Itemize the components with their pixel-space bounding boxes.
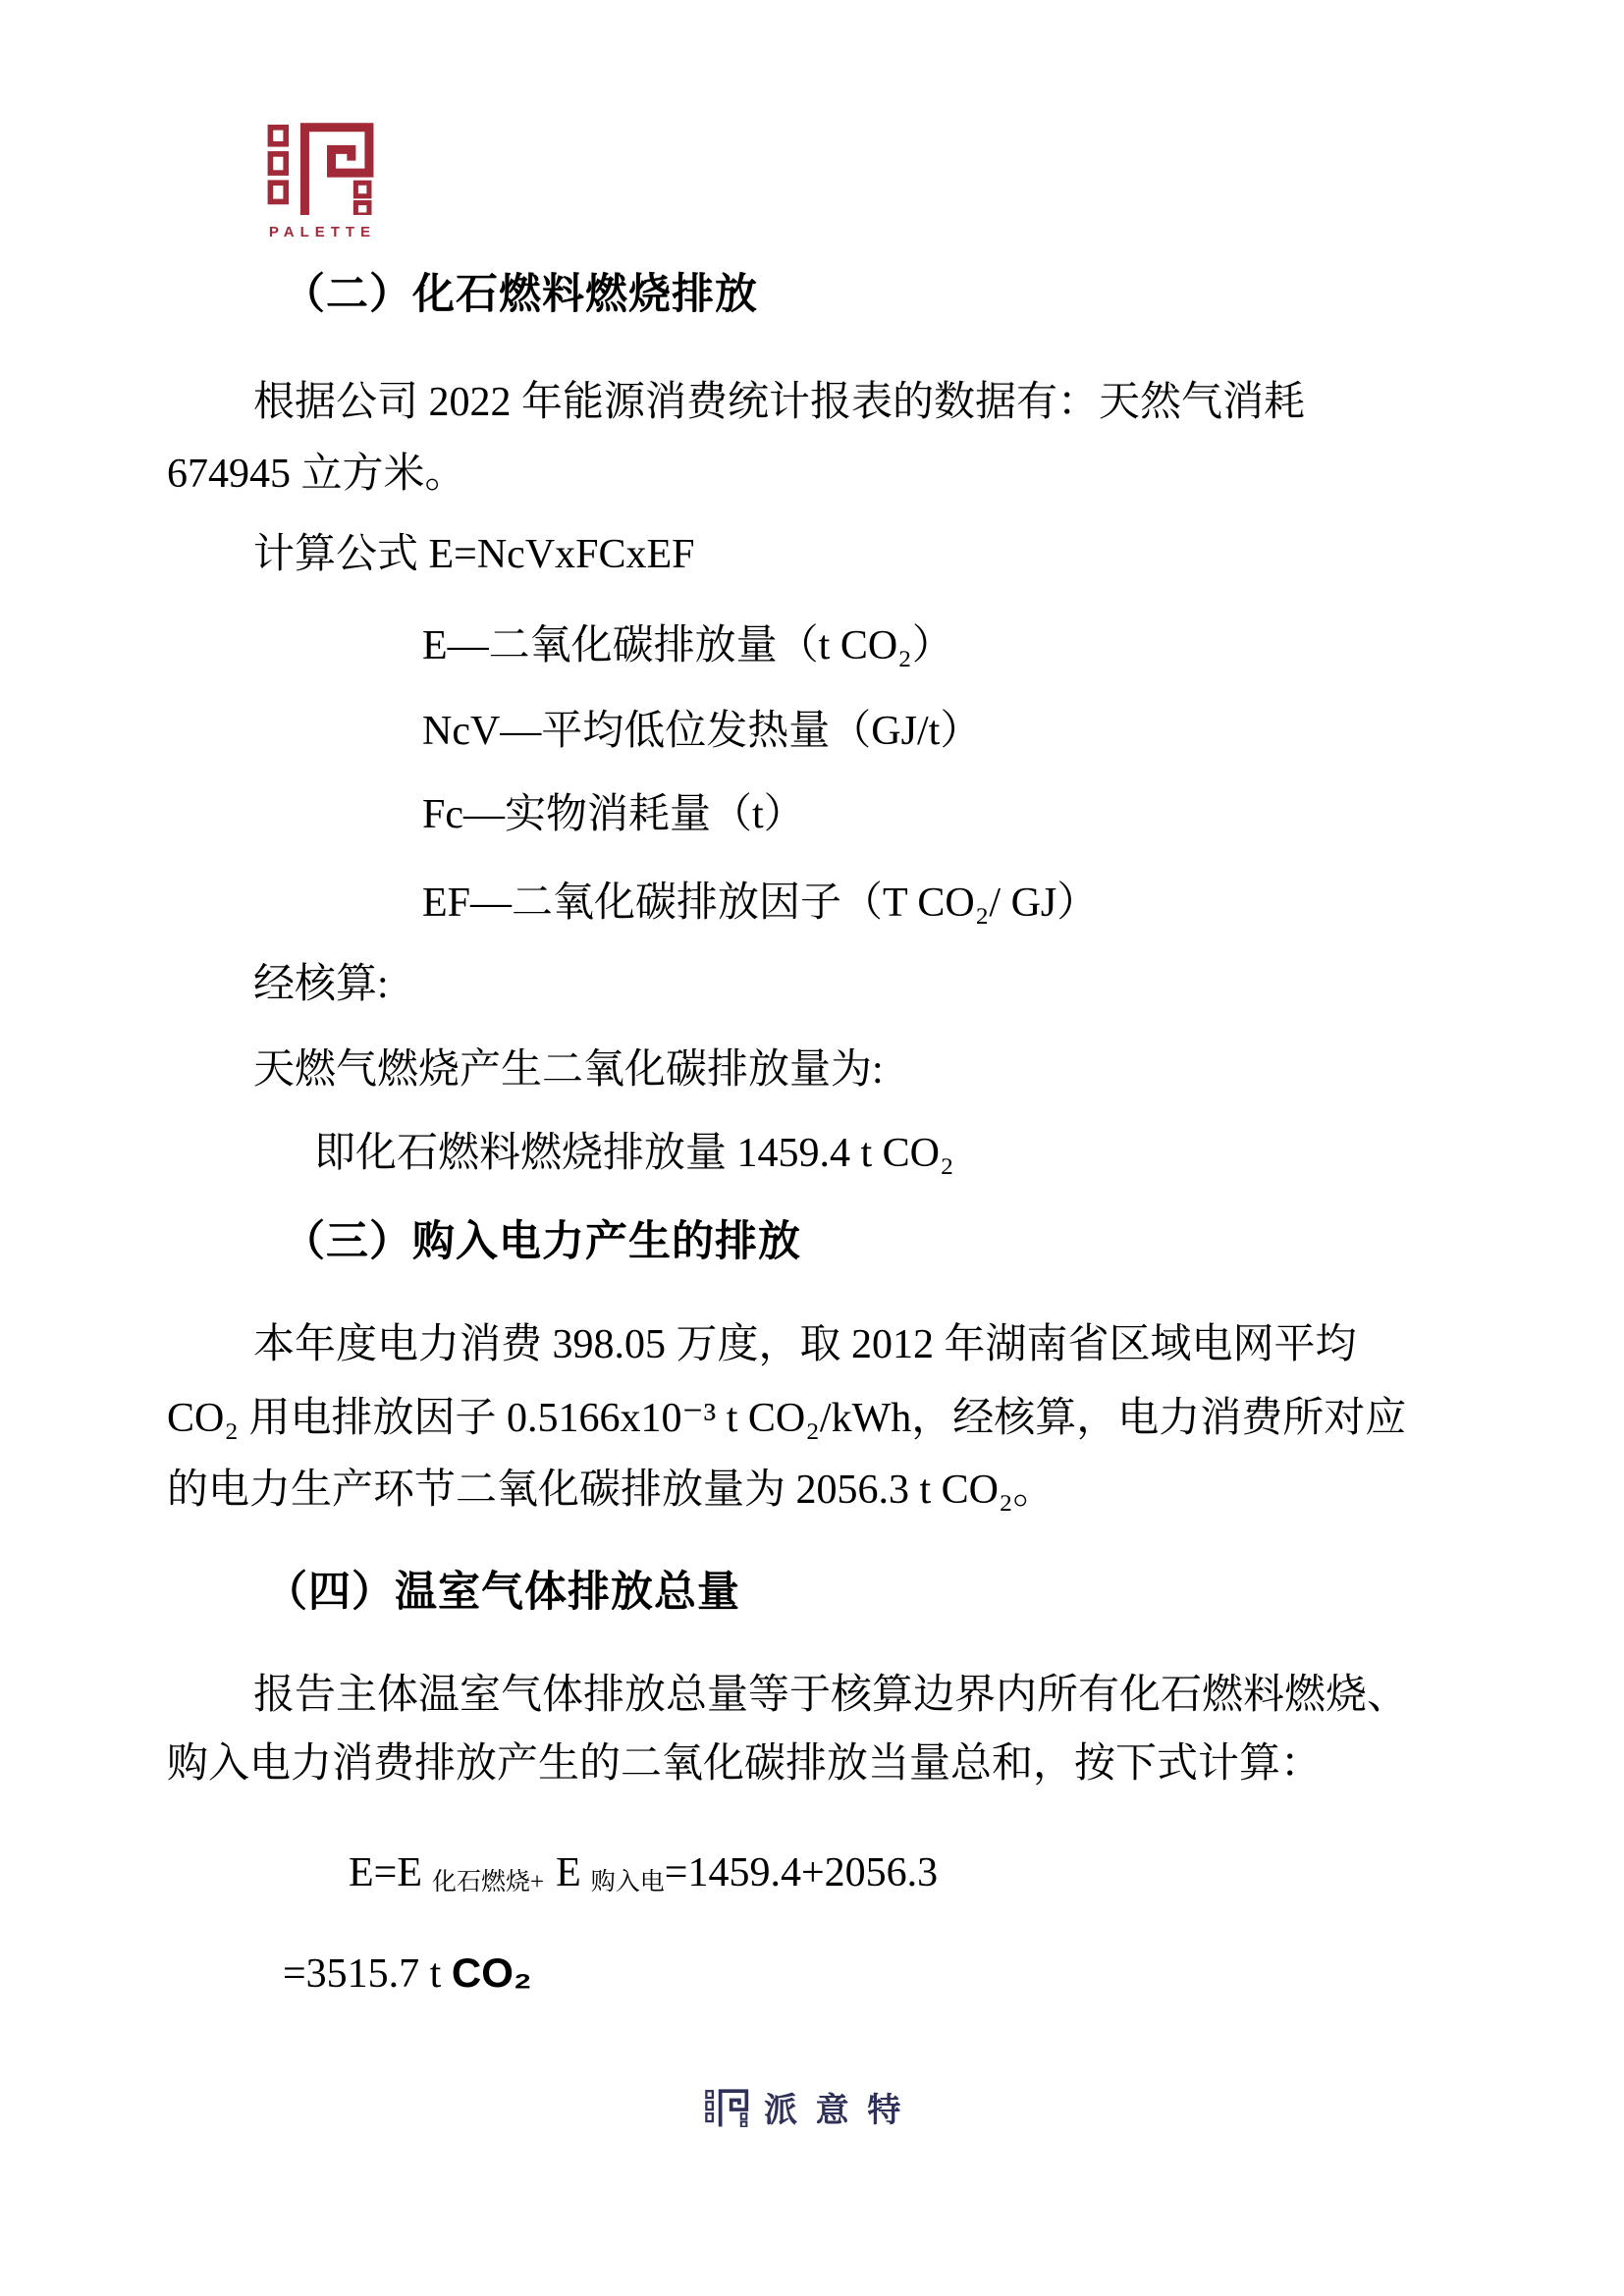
para-electricity-line2: CO₂ 用电排放因子 0.5166x10⁻³ t CO₂/kWh，经核算，电力消费所对应 bbox=[167, 1396, 1407, 1441]
footer-logo-icon bbox=[705, 2088, 750, 2127]
para-electricity-line1: 本年度电力消费 398.05 万度，取 2012 年湖南省区域电网平均 bbox=[253, 1322, 1357, 1367]
total-formula-line bbox=[349, 1847, 938, 1899]
total-result-unit: CO₂ bbox=[451, 1949, 532, 1996]
footer-logo bbox=[0, 2083, 1624, 2131]
palette-logo-text: PALETTE bbox=[268, 224, 377, 240]
after-calc-line: 经核算: bbox=[253, 962, 389, 1007]
heading-fossil-fuel: （二）化石燃料燃烧排放 bbox=[283, 271, 758, 318]
palette-logo bbox=[267, 121, 378, 240]
def-e-line: E—二氧化碳排放量（t CO₂） bbox=[422, 623, 953, 668]
para-gas-data-line1: 根据公司 2022 年能源消费统计报表的数据有：天然气消耗 bbox=[253, 380, 1306, 425]
total-result-value: =3515.7 t bbox=[283, 1951, 452, 1997]
total-formula-sub1: 化石燃烧+ bbox=[432, 1869, 545, 1896]
heading-purchased-electricity: （三）购入电力产生的排放 bbox=[283, 1218, 801, 1265]
def-ef-line: EF—二氧化碳排放因子（T CO₂/ GJ） bbox=[422, 881, 1099, 926]
def-fc-line: Fc—实物消耗量（t） bbox=[422, 792, 805, 837]
total-formula-part3: =1459.4+2056.3 bbox=[664, 1850, 939, 1896]
para-gas-data-line2: 674945 立方米。 bbox=[167, 452, 466, 497]
para-electricity-line3: 的电力生产环节二氧化碳排放量为 2056.3 t CO₂。 bbox=[167, 1468, 1055, 1513]
def-ncv-line: NcV—平均低位发热量（GJ/t） bbox=[422, 709, 982, 754]
gas-emission-intro-line: 天燃气燃烧产生二氧化碳排放量为: bbox=[253, 1047, 884, 1093]
para-total-line2: 购入电力消费排放产生的二氧化碳排放当量总和，按下式计算： bbox=[167, 1741, 1323, 1787]
formula-intro-line: 计算公式 E=NcVxFCxEF bbox=[253, 532, 695, 577]
footer-brand-text: 派意特 bbox=[763, 2092, 920, 2129]
total-formula-part2: E bbox=[556, 1850, 581, 1896]
total-formula-sub2: 购入电 bbox=[590, 1869, 665, 1896]
fossil-emission-result-line: 即化石燃料燃烧排放量 1459.4 t CO₂ bbox=[314, 1131, 954, 1176]
para-total-line1: 报告主体温室气体排放总量等于核算边界内所有化石燃料燃烧、 bbox=[253, 1673, 1409, 1718]
total-result-line bbox=[283, 1948, 532, 2001]
heading-total-emission: （四）温室气体排放总量 bbox=[265, 1569, 740, 1616]
palette-logo-icon bbox=[267, 121, 378, 215]
total-formula-part1: E=E bbox=[349, 1850, 422, 1896]
